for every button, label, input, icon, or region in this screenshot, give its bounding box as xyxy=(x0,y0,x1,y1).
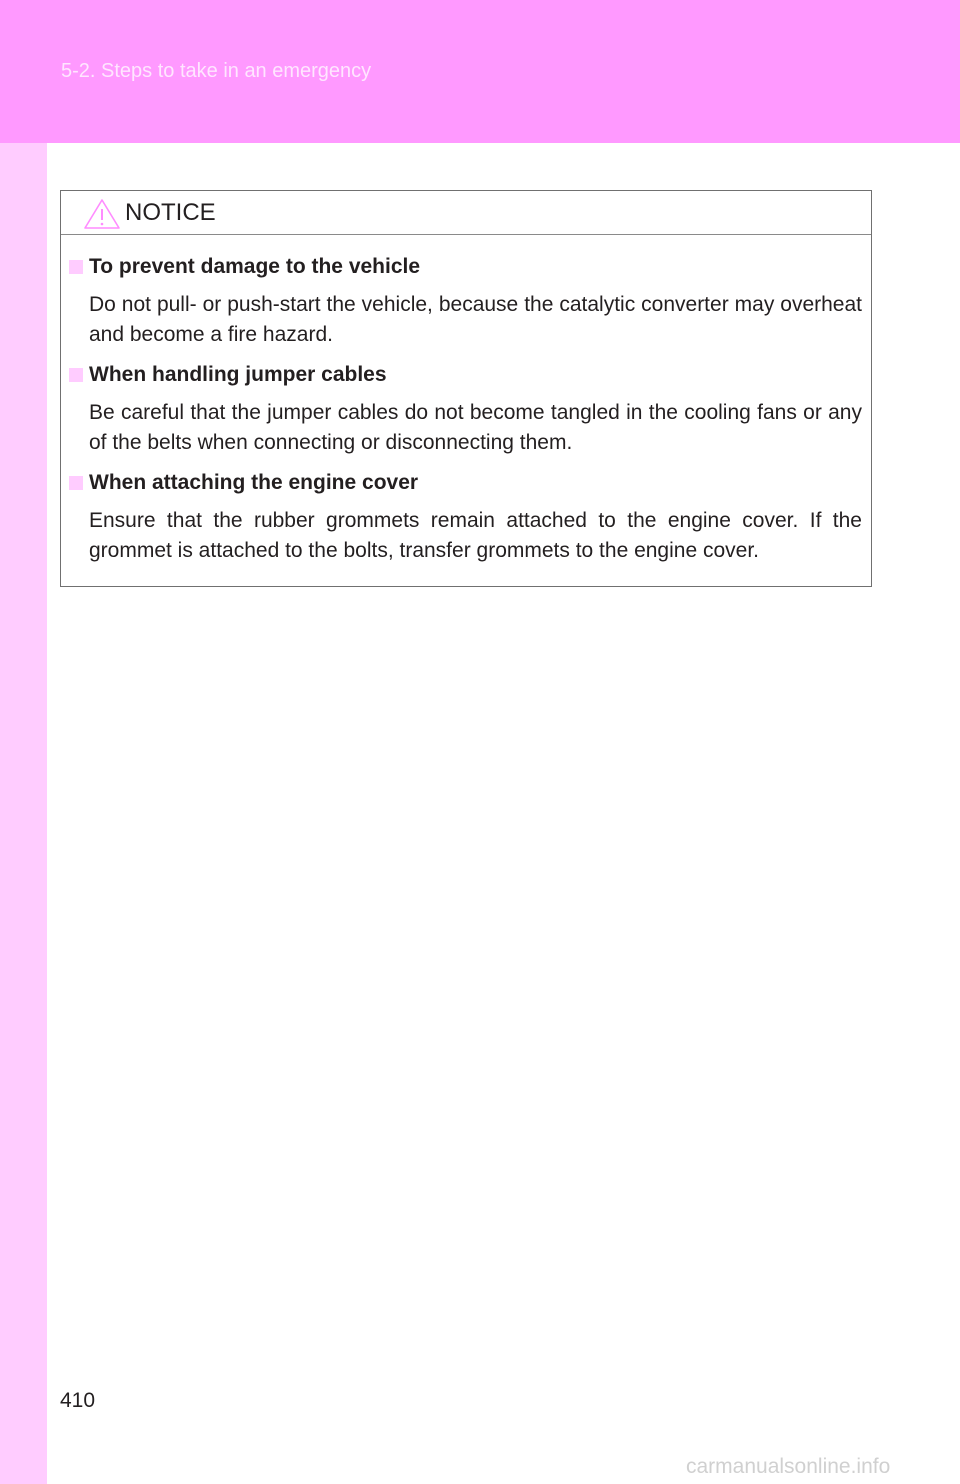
notice-header xyxy=(61,191,871,235)
warning-triangle-icon xyxy=(83,198,121,230)
section-heading xyxy=(69,361,862,389)
section-heading-text: To prevent damage to the vehicle xyxy=(89,255,421,278)
notice-section xyxy=(69,469,862,565)
left-margin-strip xyxy=(0,143,47,1484)
section-body-text: Ensure that the rubber grommets remain attached to the engine cover. If the grommet is attached to the bolts, transfer grommets to the engine cover. xyxy=(89,509,862,562)
header-band xyxy=(0,0,960,143)
notice-box xyxy=(60,190,872,587)
section-body-text: Do not pull- or push-start the vehicle, because the catalytic converter may overheat and become a fire hazard. xyxy=(89,293,862,346)
notice-section xyxy=(69,253,862,349)
square-bullet-icon xyxy=(69,476,83,490)
section-body-text: Be careful that the jumper cables do not become tangled in the cooling fans or any of the belts when connecting or disconnecting them. xyxy=(89,401,862,454)
section-heading xyxy=(69,469,862,497)
notice-section xyxy=(69,361,862,457)
section-heading xyxy=(69,253,862,281)
notice-body xyxy=(69,253,862,565)
page-number: 410 xyxy=(60,1389,96,1412)
section-heading-text: When attaching the engine cover xyxy=(89,471,419,494)
watermark-text: carmanualsonline.info xyxy=(686,1455,891,1478)
section-heading-text: When handling jumper cables xyxy=(89,363,387,386)
square-bullet-icon xyxy=(69,260,83,274)
square-bullet-icon xyxy=(69,368,83,382)
notice-title: NOTICE xyxy=(125,199,216,226)
section-header-title: 5-2. Steps to take in an emergency xyxy=(61,60,372,82)
